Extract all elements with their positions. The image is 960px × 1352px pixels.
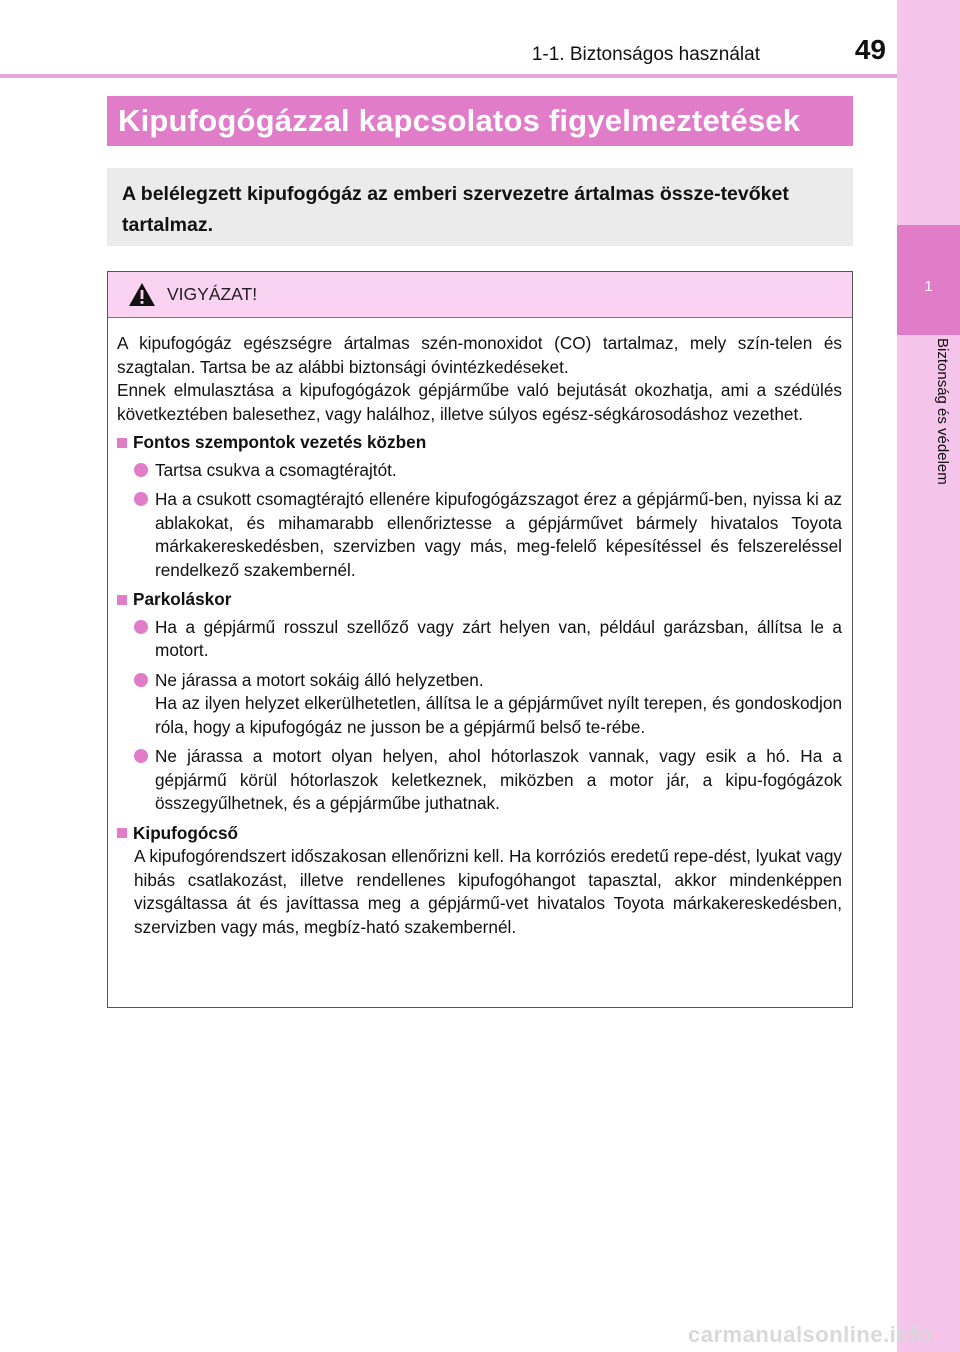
- intro-text: A belélegzett kipufogógáz az emberi szervezetre ártalmas össze-tevőket tartalmaz.: [122, 183, 789, 236]
- square-bullet-icon: [117, 828, 127, 838]
- warning-label: VIGYÁZAT!: [167, 284, 258, 304]
- intro-box: [107, 168, 853, 246]
- list-item: [134, 745, 842, 816]
- bullet-dot-icon: [134, 749, 148, 763]
- square-bullet-icon: [117, 438, 127, 448]
- warning-icon: [128, 282, 156, 307]
- bullet-dot-icon: [134, 492, 148, 506]
- list-item: [134, 459, 842, 483]
- header-section: 1-1. Biztonságos használat: [531, 44, 760, 65]
- section-text: A kipufogórendszert időszakosan ellenőrizni kell. Ha korróziós eredetű repe-dést, lyukat vagy hibás csatlakozást, illetve rendellenes kipufogóhangot tapasztal, akkor mindenképpen vizsgáltassa át és javíttassa meg a gépjármű-vet hivatalos Toyota márkakereskedésben, szervizben vagy más, megbíz-ható szakembernél.: [134, 846, 842, 937]
- side-strip: [897, 0, 960, 1352]
- chapter-title: Biztonság és védelem: [934, 338, 951, 485]
- warning-intro: A kipufogógáz egészségre ártalmas szén-monoxidot (CO) tartalmaz, mely szín-telen és szagtalan. Tartsa be az alábbi biztonsági óvintézkedéseket.: [117, 333, 842, 377]
- list-item-text: Ha a csukott csomagtérajtó ellenére kipufogógázszagot érez a gépjármű-ben, nyissa ki az ablakokat, és mihamarabb ellenőriztesse a gépjárművet bármely hivatalos Toyota márkakereskedésben, szervizben vagy más, meg-felelő képesítéssel és felszereléssel rendelkező szakembernél.: [155, 489, 842, 580]
- section-title-text: Kipufogócső: [133, 822, 239, 843]
- list-item: [134, 488, 842, 582]
- warning-box: [107, 271, 853, 1008]
- page-number: 49: [854, 34, 886, 65]
- chapter-number: 1: [924, 278, 933, 295]
- list-item-text: Ha a gépjármű rosszul szellőző vagy zárt helyen van, például garázsban, állítsa le a motort.: [155, 616, 842, 660]
- list-item-text: Ne járassa a motort olyan helyen, ahol hótorlaszok vannak, vagy esik a hó. Ha a gépjármű körül hótorlaszok keletkeznek, miközben a motor jár, a kipu-fogógázok összegyűlhetnek, és a gépjárműbe juthatnak.: [155, 746, 842, 813]
- header-rule: [0, 74, 897, 78]
- section-exhaust-pipe: [117, 822, 842, 940]
- list-item-text: Tartsa csukva a csomagtérajtót.: [155, 459, 397, 480]
- list-item-text: Ne járassa a motort sokáig álló helyzetben. Ha az ilyen helyzet elkerülhetetlen, állítsa le a gépjárművet nyílt terepen, és gondoskodjon róla, hogy a kipufogógáz ne jusson be a gépjármű belső te-rébe.: [155, 669, 842, 737]
- warning-body: [108, 318, 852, 939]
- warning-header: [108, 272, 852, 318]
- section-parking: [117, 588, 842, 816]
- page-title: Kipufogógázzal kapcsolatos figyelmeztetések: [107, 96, 853, 146]
- list-item: [134, 616, 842, 663]
- bullet-dot-icon: [134, 620, 148, 634]
- watermark: carmanualsonline.info: [688, 1322, 932, 1347]
- bullet-dot-icon: [134, 673, 148, 687]
- section-driving: [117, 431, 842, 582]
- square-bullet-icon: [117, 595, 127, 605]
- list-item: [134, 669, 842, 740]
- section-title-text: Fontos szempontok vezetés közben: [133, 432, 427, 452]
- section-title: [117, 431, 842, 455]
- section-title: [117, 588, 842, 612]
- section-title: [117, 822, 842, 846]
- warning-intro-2: Ennek elmulasztása a kipufogógázok gépjárműbe való bejutását okozhatja, ami a szédülés következtében balesethez, vagy halálhoz, illetve súlyos egész-ségkárosodáshoz vezethet.: [117, 380, 842, 424]
- bullet-dot-icon: [134, 463, 148, 477]
- section-title-text: Parkoláskor: [133, 589, 232, 609]
